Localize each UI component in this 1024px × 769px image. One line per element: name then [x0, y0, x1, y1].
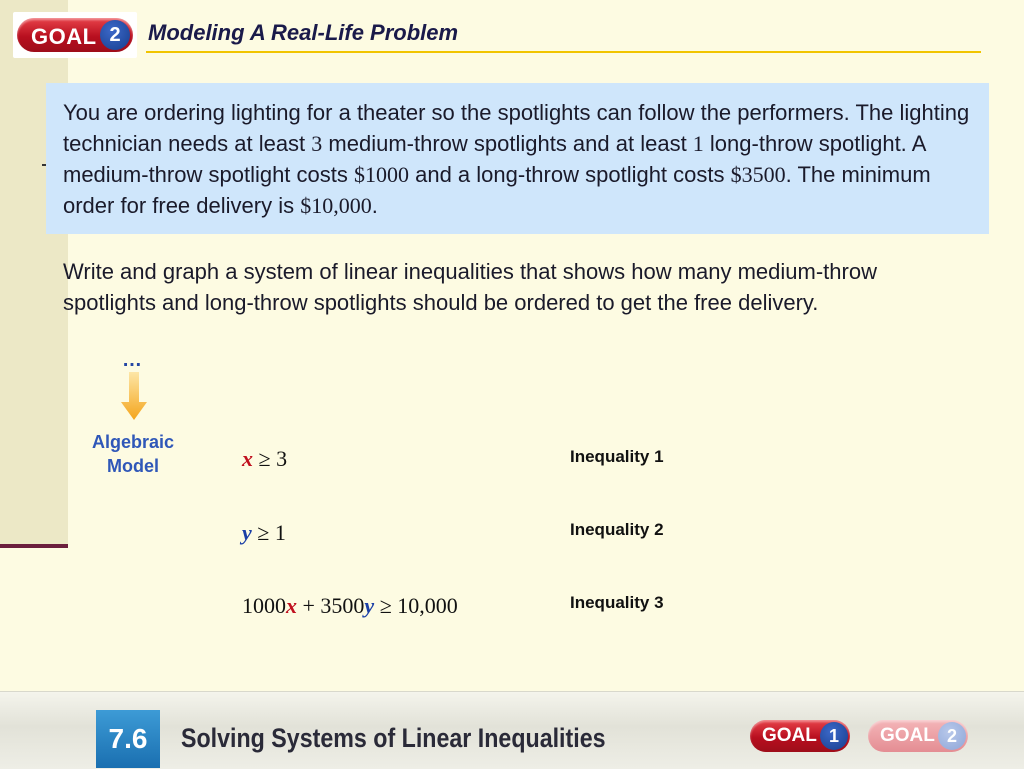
problem-text: and a long-throw spotlight costs: [409, 162, 731, 187]
variable-x: x: [286, 593, 297, 618]
more-ellipsis[interactable]: …: [122, 349, 142, 371]
goal-number: 2: [100, 20, 130, 50]
goal-pill: [17, 18, 133, 52]
goal-word: GOAL: [31, 24, 97, 49]
goal-1-word: GOAL: [762, 725, 817, 746]
left-band-divider: [0, 544, 68, 548]
goal-1-number: 1: [820, 722, 848, 750]
algebraic-model-label: [80, 430, 186, 478]
problem-number: $10,000: [300, 193, 372, 218]
page-title: Modeling A Real-Life Problem: [148, 20, 459, 45]
variable-y: y: [364, 593, 375, 618]
task-prompt: Write and graph a system of linear inequalities that shows how many medium-throw spotlights and long-throw spotlights should be ordered to get the free delivery.: [63, 259, 877, 315]
goal-2-button[interactable]: [868, 717, 970, 755]
inequality-rest: ≥ 3: [253, 446, 288, 471]
goal-2-pill: [868, 720, 968, 752]
coefficient: 1000: [242, 593, 286, 618]
problem-number: $3500: [730, 162, 786, 187]
section-title: Solving Systems of Linear Inequalities: [181, 723, 606, 753]
model-label-line1: Algebraic: [91, 432, 175, 452]
goal-2-word: GOAL: [880, 725, 935, 746]
goal-2-number: 2: [938, 722, 966, 750]
goal-1-pill: [750, 720, 850, 752]
problem-number: 1: [692, 131, 704, 156]
section-number-badge: 7.6: [96, 710, 160, 768]
inequality-1: [242, 446, 287, 472]
inequality-2-label: Inequality 2: [570, 520, 664, 539]
inequality-2: [242, 520, 286, 546]
inequality-3-label: Inequality 3: [570, 593, 664, 612]
problem-text: long-throw spotlight. A medium-throw spotlight costs: [63, 131, 926, 187]
problem-statement-box: [46, 83, 989, 234]
goal-2-badge: [13, 12, 137, 58]
problem-text: medium-throw spotlights and at least: [322, 131, 693, 156]
down-arrow-icon: [121, 372, 147, 420]
inequality-rest: ≥ 1: [251, 520, 286, 545]
inequality-1-label: Inequality 1: [570, 447, 664, 466]
problem-text: . The minimum order for free delivery is: [63, 162, 931, 218]
inequality-rest: ≥ 10,000: [374, 593, 458, 618]
model-label-line2: Model: [107, 456, 159, 476]
problem-text: You are ordering lighting for a theater so the spotlights can follow the performers. The lighting technician needs at least: [63, 100, 970, 156]
problem-text: .: [371, 193, 378, 218]
header-underline: [146, 51, 981, 53]
variable-x: x: [242, 446, 253, 471]
coefficient: + 3500: [297, 593, 365, 618]
inequality-3: [242, 593, 458, 619]
variable-y: y: [242, 520, 252, 545]
problem-number: $1000: [354, 162, 409, 187]
problem-number: 3: [311, 131, 323, 156]
goal-1-button[interactable]: [750, 717, 852, 755]
